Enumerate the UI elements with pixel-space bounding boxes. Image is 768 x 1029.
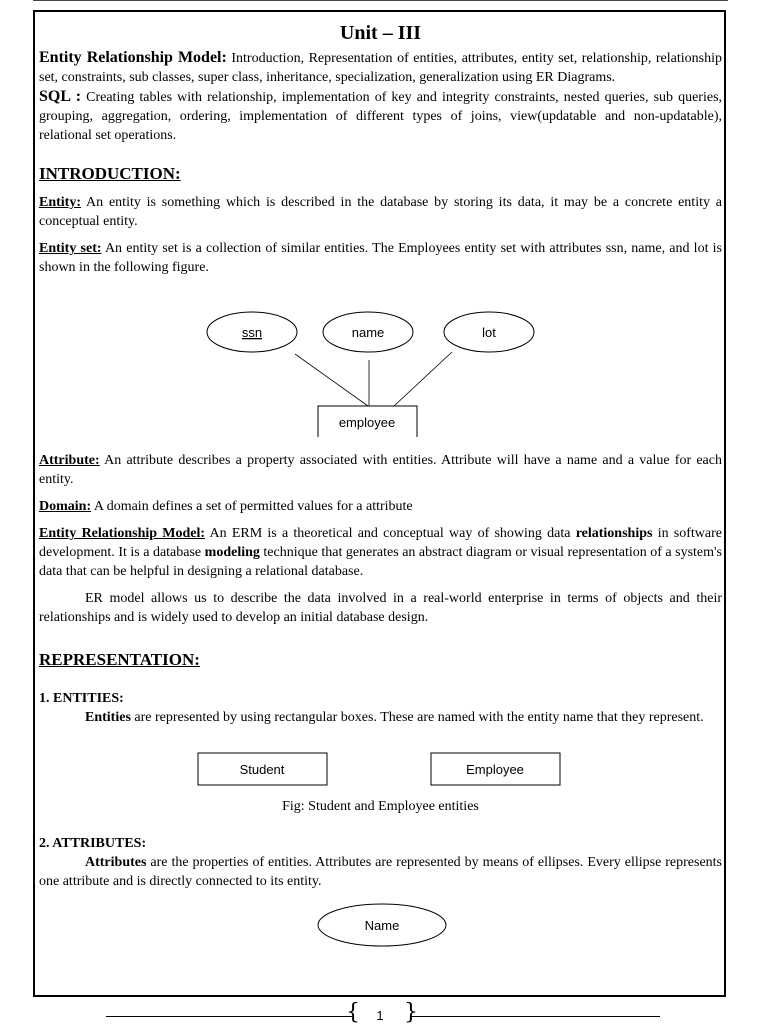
- header-rule: [33, 0, 728, 4]
- erm-definition: [39, 524, 722, 581]
- footer-rule-right: [410, 1016, 660, 1017]
- footer-brace-right: }: [404, 1000, 418, 1025]
- attribute-label-name-2: Name: [364, 918, 400, 933]
- name-attribute-diagram: [39, 901, 722, 953]
- footer-brace-left: {: [346, 1000, 360, 1025]
- attributes-heading: 2. ATTRIBUTES:: [39, 836, 147, 851]
- syllabus-erm: [39, 48, 722, 87]
- syllabus-erm-text: Introduction, Representation of entities, attributes, entity set, relationship, relationship set, constraints, sub classes, super class, inheritance, specialization, generalization using ER Diagrams.: [39, 51, 722, 85]
- entities-paragraph: [39, 708, 722, 727]
- attributes-paragraph: [39, 853, 722, 891]
- syllabus-sql-label: SQL :: [39, 88, 82, 105]
- representation-heading: REPRESENTATION:: [39, 650, 200, 669]
- employee-entity-diagram: [39, 287, 722, 437]
- entity-label-employee: employee: [338, 415, 396, 430]
- connector-ssn: [295, 354, 368, 406]
- syllabus-sql-text: Creating tables with relationship, implementation of key and integrity constraints, nested queries, sub queries, grouping, aggregation, ordering, implementation of different types of joins, view(updatable and non-updatable), relational set operations.: [39, 90, 723, 143]
- attribute-text: An attribute describes a property associated with entities. Attribute will have a name and a value for each entity.: [39, 453, 722, 487]
- entity-text: An entity is something which is described in the database by storing its data, it may be a concrete entity a conceptual entity.: [39, 195, 722, 229]
- entity-label-student: Student: [239, 762, 285, 777]
- unit-title: Unit – III: [339, 22, 422, 44]
- entity-definition: [39, 193, 722, 231]
- syllabus-sql: [39, 87, 722, 145]
- erm-term: Entity Relationship Model:: [39, 526, 206, 541]
- er-model-paragraph: ER model allows us to describe the data involved in a real-world enterprise in terms of objects and their relationships and is widely used to develop an initial database design.: [39, 591, 722, 625]
- entities-caption: Fig: Student and Employee entities: [282, 799, 479, 814]
- entity-set-definition: [39, 239, 722, 277]
- syllabus-erm-label: Entity Relationship Model:: [39, 49, 227, 66]
- attribute-label-lot: lot: [482, 325, 496, 340]
- erm-text-2: in software development. It is a database: [39, 526, 723, 560]
- entities-bold: Entities: [85, 710, 131, 725]
- entity-label-employee-2: Employee: [466, 762, 524, 777]
- entities-text: are represented by using rectangular boxes. These are named with the entity name that they represent.: [134, 710, 704, 725]
- erm-bold-relationships: relationships: [575, 526, 653, 541]
- page-content: [39, 20, 722, 953]
- attribute-term: Attribute:: [39, 453, 100, 468]
- erm-text-1: An ERM is a theoretical and conceptual way of showing data: [209, 526, 571, 541]
- introduction-heading: INTRODUCTION:: [39, 164, 181, 183]
- footer-rule-left: [106, 1016, 352, 1017]
- entities-heading: 1. ENTITIES:: [39, 691, 124, 706]
- entity-set-term: Entity set:: [39, 241, 102, 256]
- attribute-label-ssn: ssn: [241, 325, 263, 340]
- page-number: 1: [376, 1008, 384, 1023]
- domain-text: A domain defines a set of permitted values for a attribute: [93, 499, 413, 514]
- student-employee-diagram: [39, 751, 722, 791]
- attribute-definition: [39, 451, 722, 489]
- erm-bold-modeling: modeling: [204, 545, 260, 560]
- domain-definition: [39, 497, 722, 516]
- connector-lot: [394, 352, 452, 406]
- attributes-text: are the properties of entities. Attributes are represented by means of ellipses. Every ellipse represents one attribute and is directly connected to its entity.: [39, 855, 723, 889]
- entity-set-text: An entity set is a collection of similar entities. The Employees entity set with attributes ssn, name, and lot is shown in the following figure.: [39, 241, 722, 275]
- attributes-bold: Attributes: [85, 855, 147, 870]
- domain-term: Domain:: [39, 499, 92, 514]
- erm-text-3: technique that generates an abstract diagram or visual representation of a system's data that can be helpful in designing a relational database.: [39, 545, 723, 579]
- attribute-label-name: name: [351, 325, 385, 340]
- entity-term: Entity:: [39, 195, 81, 210]
